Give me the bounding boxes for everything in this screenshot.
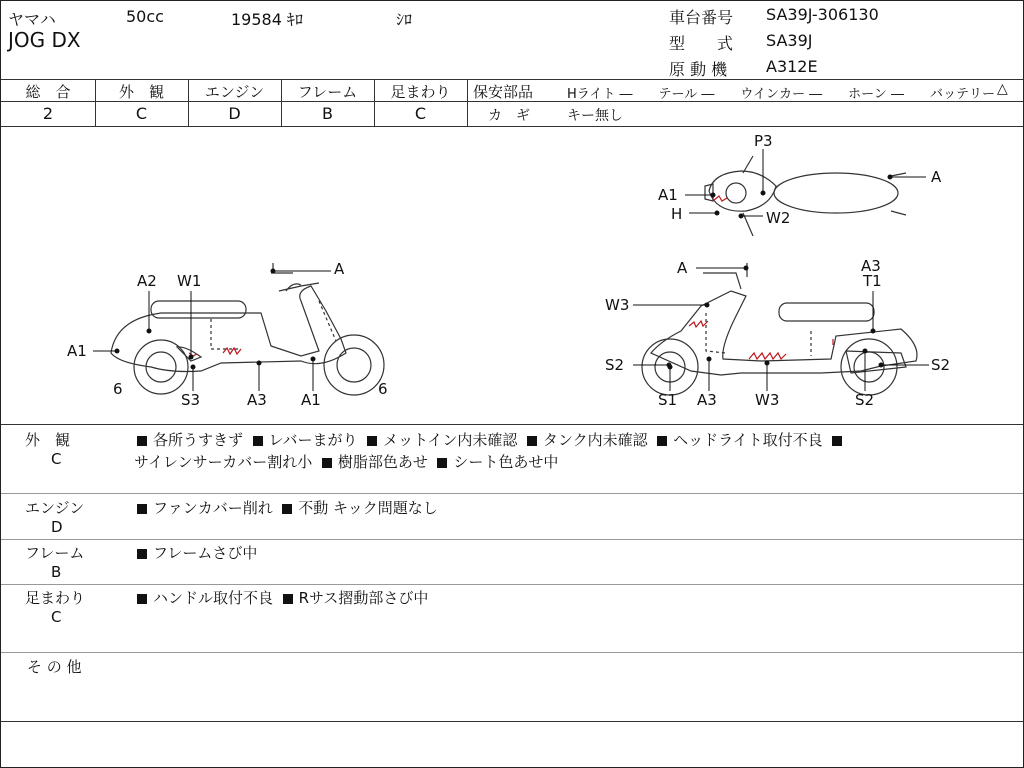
engine-value: A312E — [766, 57, 818, 76]
body-color: ｼﾛ — [396, 10, 413, 29]
label-a1: A1 — [658, 186, 678, 204]
grade-suspension-label: 足まわり — [390, 83, 451, 101]
divider — [1, 584, 1023, 585]
mileage: 19584 ｷﾛ — [231, 10, 303, 29]
divider — [467, 79, 468, 126]
grade-engine: D — [228, 104, 241, 123]
grade-total: 2 — [42, 104, 54, 123]
label-a1: A1 — [301, 391, 321, 409]
divider — [1, 652, 1023, 653]
label-a: A — [677, 259, 688, 277]
remark-suspension-grade: C — [51, 608, 62, 626]
label-w3: W3 — [755, 391, 780, 409]
label-t1: T1 — [863, 272, 882, 290]
label-w1: W1 — [177, 272, 202, 290]
safety-label: 保安部品 — [473, 83, 534, 101]
remark-frame-grade: B — [51, 563, 62, 581]
model-name: JOG DX — [8, 28, 81, 52]
key-label: カ ギ — [488, 108, 530, 124]
damage-mark-w3-rear — [749, 353, 786, 359]
battery-warning-icon: △ — [997, 81, 1008, 97]
remark-exterior-line2: サイレンサーカバー割れ小 樹脂部色あせ シート色あせ中 — [134, 453, 559, 471]
grade-exterior-label: 外 観 — [118, 83, 164, 101]
damage-diagram — [1, 127, 1023, 425]
engine-label: 原 動 機 — [669, 60, 728, 79]
grade-engine-label: エンジン — [204, 83, 265, 101]
label-a1: A1 — [67, 342, 87, 360]
grade-exterior: C — [135, 104, 148, 123]
label-s2: S2 — [605, 356, 625, 374]
remark-frame-line1: フレームさび中 — [137, 542, 257, 563]
remark-suspension-line1: ハンドル取付不良 Rサス摺動部さび中 — [137, 587, 428, 608]
label-w2: W2 — [766, 209, 791, 227]
damage-mark-w3-front — [689, 321, 708, 327]
grade-suspension: C — [414, 104, 427, 123]
remark-other-label: そ の 他 — [27, 658, 82, 676]
remark-frame-label: フレーム — [25, 544, 85, 562]
label-a3: A3 — [697, 391, 717, 409]
label-a2: A2 — [137, 272, 157, 290]
divider — [1, 79, 1023, 80]
maker: ヤマハ — [8, 10, 56, 29]
label-s1: S1 — [658, 391, 678, 409]
remark-engine-line1: ファンカバー削れ 不動 キック問題なし — [137, 497, 438, 518]
label-6: 6 — [378, 380, 388, 398]
divider — [1, 493, 1023, 494]
grade-frame: B — [322, 104, 333, 123]
label-s2: S2 — [855, 391, 875, 409]
label-h: H — [671, 205, 683, 223]
label-s2: S2 — [931, 356, 951, 374]
grade-total-label: 総 合 — [25, 83, 71, 101]
remark-exterior-label: 外 観 — [25, 431, 71, 449]
label-6: 6 — [113, 380, 123, 398]
remark-suspension-label: 足まわり — [25, 589, 86, 607]
damage-mark-top — [713, 196, 727, 201]
safety-items: Hライト ― テール ― ウインカー ― ホーン ― バッテリー — [567, 87, 996, 102]
key-value: キー無し — [567, 108, 623, 124]
remark-exterior-line1: 各所うすきず レバーまがり メットイン内未確認 タンク内未確認 ヘッドライト取付不良 — [137, 429, 848, 450]
label-p3: P3 — [754, 132, 773, 150]
remark-engine-grade: D — [51, 518, 63, 536]
displacement: 50cc — [126, 7, 164, 26]
grade-frame-label: フレーム — [297, 83, 358, 101]
label-a: A — [931, 168, 942, 186]
frame-no: SA39J-306130 — [766, 5, 879, 24]
label-a3: A3 — [861, 257, 881, 275]
remark-exterior-grade: C — [51, 450, 62, 468]
divider — [1, 424, 1023, 425]
remark-engine-label: エンジン — [25, 499, 85, 517]
type-label: 型 式 — [669, 34, 734, 53]
frame-no-label: 車台番号 — [669, 8, 734, 27]
label-a: A — [334, 260, 345, 278]
label-w3: W3 — [605, 296, 630, 314]
scooter-top-view — [705, 156, 906, 236]
type-value: SA39J — [766, 31, 813, 50]
divider — [1, 539, 1023, 540]
divider — [1, 721, 1023, 722]
label-s3: S3 — [181, 391, 201, 409]
label-a3: A3 — [247, 391, 267, 409]
